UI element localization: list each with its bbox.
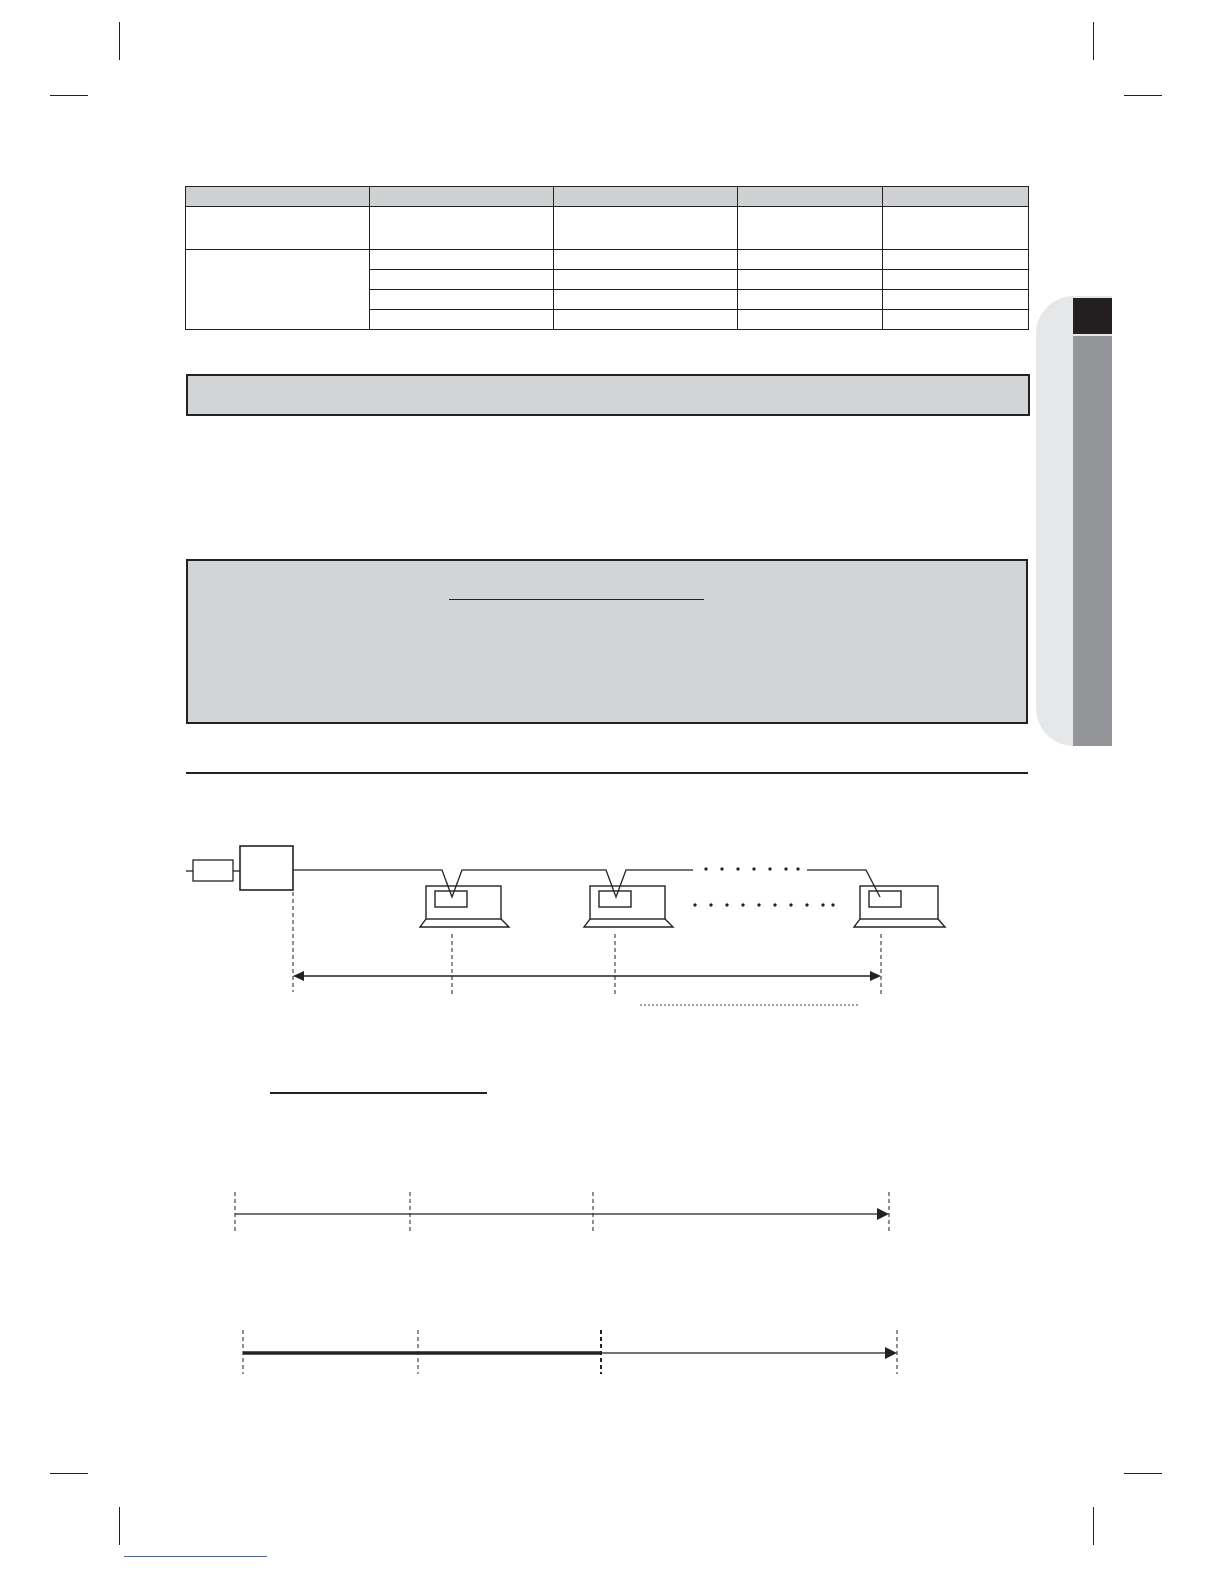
arrow-right-icon [877, 1208, 889, 1220]
continuation-dots-bottom [693, 903, 834, 906]
communication-line [293, 870, 693, 897]
arrow-right-icon [885, 1347, 897, 1359]
bottom-link-underline [124, 1556, 267, 1557]
breaker-box [193, 860, 233, 881]
sub-heading-underline [270, 1092, 487, 1094]
double-arrow-icon [293, 971, 881, 981]
outdoor-unit-icon [240, 846, 293, 890]
indoor-unit-icon [854, 886, 945, 927]
indoor-unit-icon [420, 886, 509, 927]
indoor-unit-icon [584, 886, 673, 927]
continuation-dots-top [704, 867, 799, 870]
